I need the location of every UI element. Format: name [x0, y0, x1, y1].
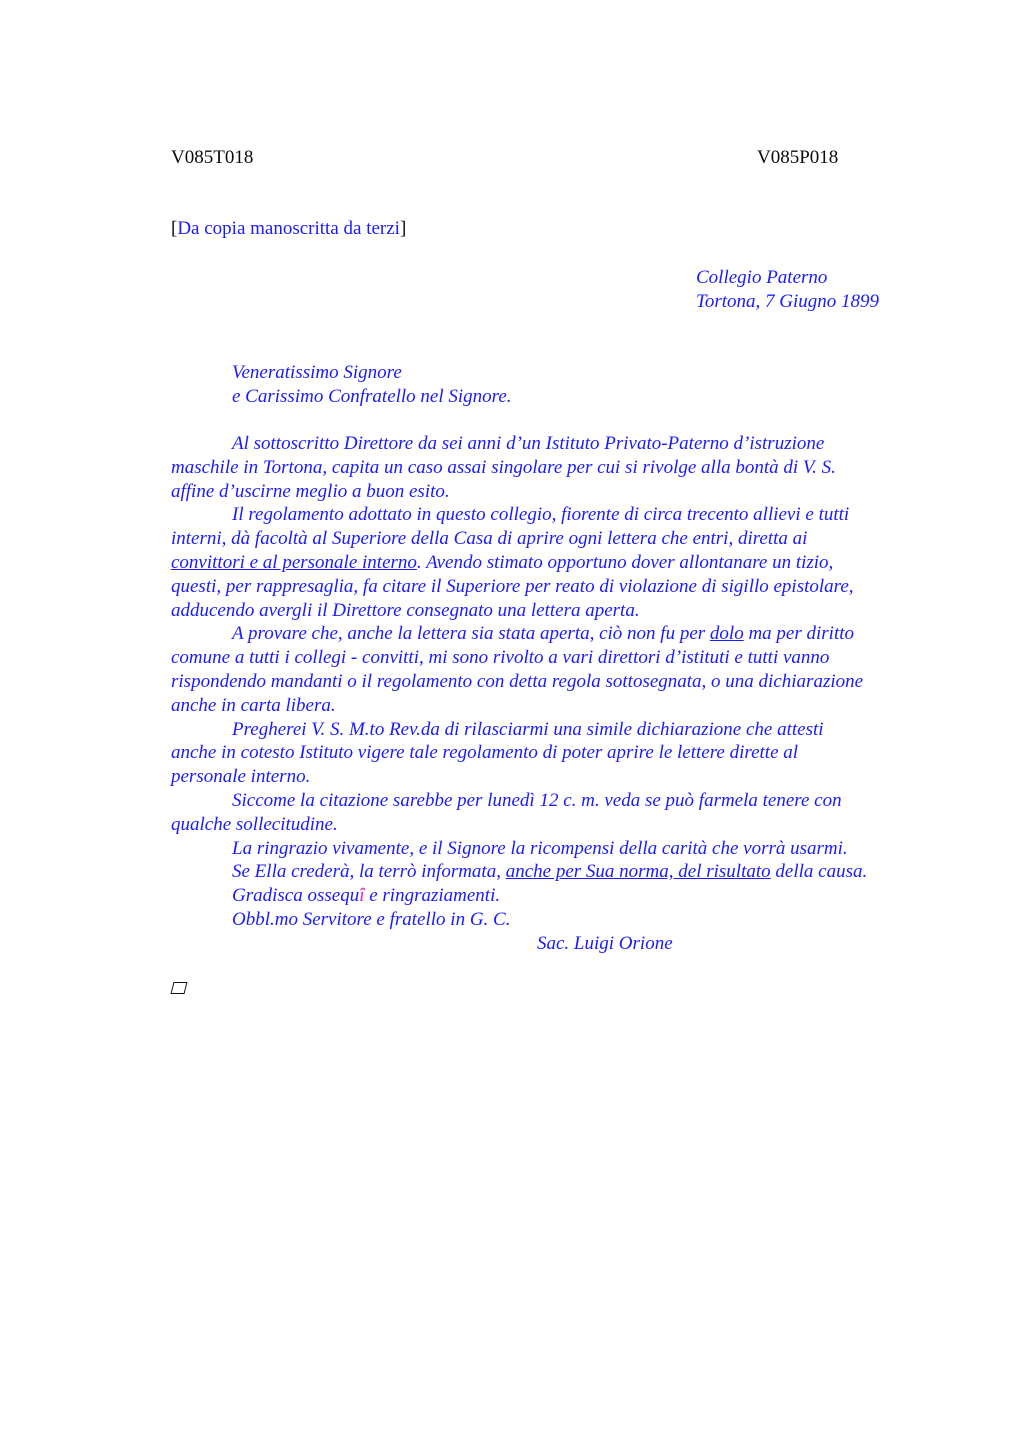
- document-code-left: V085T018: [171, 147, 254, 168]
- paragraph-3-line-3: rispondendo mandanti o il regolamento con detta regola sottosegnata, o una dichiarazione: [171, 670, 864, 692]
- paragraph-4-line-2: anche in cotesto Istituto vigere tale regolamento di poter aprire le lettere dirette al: [171, 742, 799, 764]
- paragraph-4-line-1: Pregherei V. S. M.to Rev.da di rilasciarmi una simile dichiarazione che attesti: [232, 718, 824, 740]
- paragraph-3-line-1-after: ma per diritto: [743, 623, 855, 645]
- paragraph-3-line-1-before: A provare che, anche la lettera sia stata aperta, ciò non fu per: [232, 623, 710, 645]
- paragraph-5-line-1: Siccome la citazione sarebbe per lunedì 12 c. m. veda se può farmela tenere con: [232, 789, 842, 811]
- paragraph-3-line-2: comune a tutti i collegi - convitti, mi sono rivolto a vari direttori d’istituti e tutti vanno: [171, 647, 830, 669]
- paragraph-2-line-1: Il regolamento adottato in questo collegio, fiorente di circa trecento allievi e tutti: [232, 504, 850, 526]
- source-note: [171, 218, 406, 240]
- letter-body: [171, 432, 931, 956]
- paragraph-7: [171, 860, 931, 884]
- salutation: [232, 361, 512, 409]
- paragraph-2-line-3-rest: . Avendo stimato opportuno dover allontanare un tizio,: [416, 551, 834, 573]
- paragraph-8: [171, 884, 931, 908]
- underlined-word: dolo: [709, 623, 744, 645]
- closing-line: Obbl.mo Servitore e fratello in G. C.: [232, 908, 511, 930]
- accent-glyph: î: [359, 885, 365, 907]
- place-date-block: [696, 266, 879, 314]
- parallelogram-icon: [171, 982, 188, 994]
- signature: Sac. Luigi Orione: [537, 932, 673, 954]
- paragraph-2-line-2: interni, dà facoltà al Superiore della Casa di aprire ogni lettera che entri, diretta ai: [171, 528, 808, 550]
- paragraph-8-after: e ringraziamenti.: [364, 885, 501, 907]
- underlined-phrase: convittori e al personale interno: [171, 551, 417, 573]
- paragraph-1-line-2: maschile in Tortona, capita un caso assai singolare per cui si rivolge alla bontà di V. S.: [171, 456, 836, 478]
- paragraph-6: La ringrazio vivamente, e il Signore la ricompensi della carità che vorrà usarmi.: [232, 837, 848, 859]
- paragraph-1-line-1: Al sottoscritto Direttore da sei anni d’un Istituto Privato-Paterno d’istruzione: [232, 433, 825, 454]
- underlined-phrase-2: anche per Sua norma, del risultato: [505, 861, 771, 883]
- source-note-text: Da copia manoscritta da terzi: [177, 218, 400, 239]
- salutation-line-1: Veneratissimo Signore: [232, 362, 402, 383]
- date-line: Tortona, 7 Giugno 1899: [696, 291, 879, 312]
- paragraph-3-line-1: [171, 622, 931, 646]
- paragraph-2-line-3: [171, 551, 931, 575]
- paragraph-7-before: Se Ella crederà, la terrò informata,: [232, 861, 506, 883]
- source-note-open-bracket: [: [171, 218, 178, 239]
- paragraph-7-after: della causa.: [770, 861, 868, 883]
- paragraph-3-line-4: anche in carta libera.: [171, 694, 336, 716]
- salutation-line-2: e Carissimo Confratello nel Signore.: [232, 386, 512, 407]
- place-line: Collegio Paterno: [696, 267, 828, 288]
- paragraph-1-line-3: affine d’uscirne meglio a buon esito.: [171, 480, 450, 502]
- paragraph-8-before: Gradisca ossequ: [232, 885, 360, 907]
- paragraph-2-line-5: adducendo avergli il Direttore consegnato una lettera aperta.: [171, 599, 640, 621]
- paragraph-4-line-3: personale interno.: [171, 766, 311, 788]
- source-note-close-bracket: ]: [399, 218, 407, 239]
- paragraph-5-line-2: qualche sollecitudine.: [171, 813, 338, 835]
- paragraph-2-line-4: questi, per rappresaglia, fa citare il Superiore per reato di violazione di sigillo epistolare,: [171, 575, 854, 597]
- document-code-right: V085P018: [757, 147, 839, 168]
